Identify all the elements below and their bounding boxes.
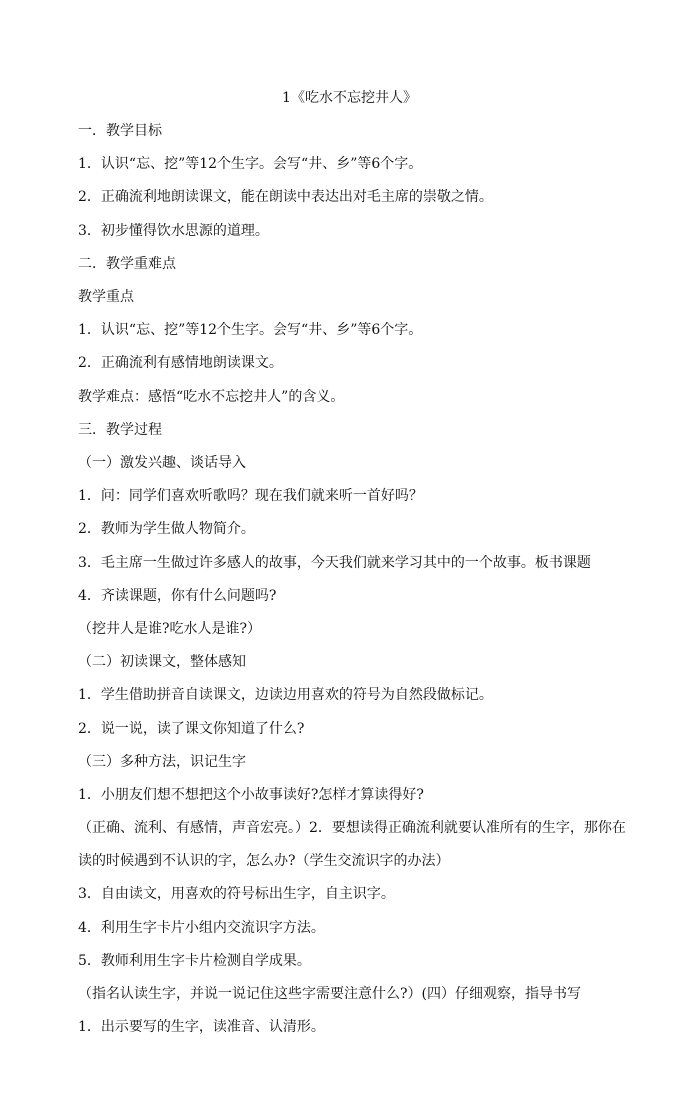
paragraph: 1．小朋友们想不想把这个小故事读好?怎样才算读得好? xyxy=(78,787,424,803)
paragraph: 1．问：同学们喜欢听歌吗？现在我们就来听一首好吗？ xyxy=(78,488,423,504)
paragraph: 1．认识“忘、挖”等12个生字。会写“井、乡”等6个字。 xyxy=(78,156,423,172)
paragraph: （挖井人是谁?吃水人是谁?） xyxy=(78,621,262,637)
paragraph: 2．说一说，读了课文你知道了什么? xyxy=(78,721,305,737)
paragraph: 3．毛主席一生做过许多感人的故事，今天我们就来学习其中的一个故事。板书课题 xyxy=(78,555,591,571)
section-heading-process: 三．教学过程 xyxy=(78,422,162,438)
paragraph: 教学难点：感悟“吃水不忘挖井人”的含义。 xyxy=(78,389,345,405)
document-title: 1《吃水不忘挖井人》 xyxy=(282,90,417,106)
paragraph: （正确、流利、有感情，声音宏亮。）2．要想读得正确流利就要认准所有的生字，那你在读的时候遇到不认识的字，怎么办?（学生交流识字的办法） xyxy=(78,820,626,869)
paragraph: 3．自由读文，用喜欢的符号标出生字，自主识字。 xyxy=(78,886,395,902)
paragraph: 2．教师为学生做人物简介。 xyxy=(78,521,255,537)
paragraph: 2．正确流利地朗读课文，能在朗读中表达出对毛主席的崇敬之情。 xyxy=(78,189,493,205)
paragraph: 2．正确流利有感情地朗读课文。 xyxy=(78,355,283,371)
section-heading-key-points: 二．教学重难点 xyxy=(78,256,176,272)
subheading: （三）多种方法，识记生字 xyxy=(78,754,246,770)
subheading: （二）初读课文，整体感知 xyxy=(78,654,246,670)
paragraph: 5．教师利用生字卡片检测自学成果。 xyxy=(78,953,311,969)
paragraph: （指名认读生字，并说一说记住这些字需要注意什么?）(四）仔细观察，指导书写 xyxy=(78,986,581,1002)
paragraph: 1．出示要写的生字，读准音、认清形。 xyxy=(78,1019,325,1035)
paragraph: 1．认识“忘、挖”等12个生字。会写“井、乡”等6个字。 xyxy=(78,322,423,338)
paragraph: 4．利用生字卡片小组内交流识字方法。 xyxy=(78,920,325,936)
paragraph: 3．初步懂得饮水思源的道理。 xyxy=(78,223,269,239)
subheading: （一）激发兴趣、谈话导入 xyxy=(78,455,246,471)
subheading: 教学重点 xyxy=(78,289,134,305)
paragraph: 1．学生借助拼音自读课文，边读边用喜欢的符号为自然段做标记。 xyxy=(78,687,493,703)
section-heading-objectives: 一．教学目标 xyxy=(78,123,162,139)
paragraph: 4．齐读课题，你有什么问题吗? xyxy=(78,588,277,604)
